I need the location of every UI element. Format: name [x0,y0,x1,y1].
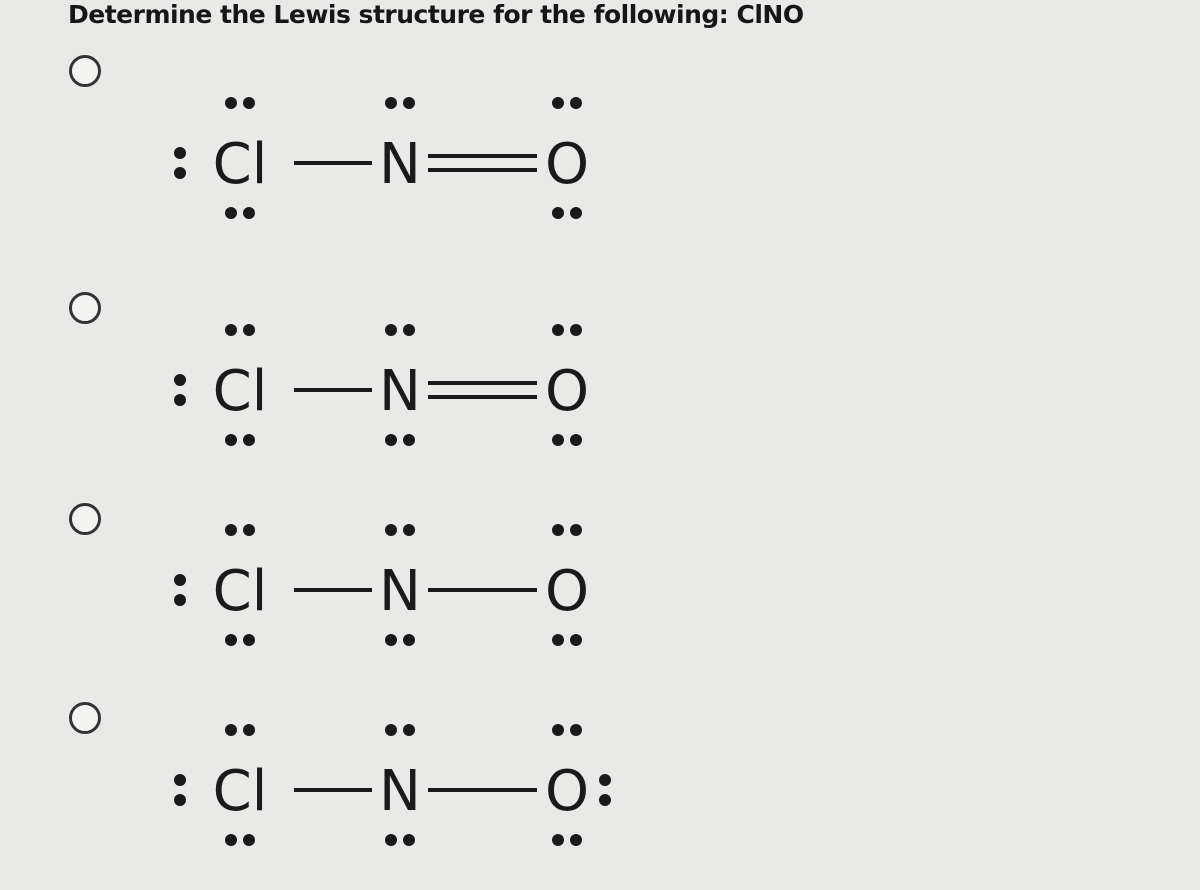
lone-pair-n-top [403,724,415,736]
lone-pair-cl-left [174,374,186,386]
lone-pair-n-top [403,97,415,109]
lone-pair-o-right [599,774,611,786]
answer-radio-d[interactable] [69,702,101,734]
lone-pair-cl-left [174,394,186,406]
lone-pair-n-bottom [385,634,397,646]
lone-pair-cl-bottom [225,207,237,219]
atom-n: N [379,759,421,824]
lone-pair-o-bottom [552,434,564,446]
lone-pair-n-bottom [403,834,415,846]
lone-pair-o-bottom [570,834,582,846]
lone-pair-o-top [570,724,582,736]
answer-radio-a[interactable] [69,55,101,87]
lone-pair-o-bottom [552,634,564,646]
lone-pair-o-bottom [570,634,582,646]
answer-radio-b[interactable] [69,292,101,324]
atom-n: N [379,559,421,624]
lone-pair-o-right [599,794,611,806]
lone-pair-cl-left [174,794,186,806]
lone-pair-o-top [570,524,582,536]
lone-pair-o-top [552,97,564,109]
lone-pair-n-top [403,524,415,536]
lone-pair-cl-left [174,574,186,586]
lone-pair-cl-bottom [243,434,255,446]
atom-cl: Cl [212,759,268,824]
lone-pair-n-top [385,524,397,536]
atom-n: N [379,359,421,424]
lone-pair-n-top [385,97,397,109]
answer-radio-c[interactable] [69,503,101,535]
lone-pair-cl-top [243,724,255,736]
lone-pair-o-bottom [570,207,582,219]
lone-pair-o-top [552,324,564,336]
lone-pair-n-bottom [403,434,415,446]
lone-pair-n-bottom [403,634,415,646]
lone-pair-o-bottom [570,434,582,446]
lone-pair-cl-top [225,97,237,109]
lone-pair-cl-left [174,167,186,179]
lone-pair-cl-bottom [225,434,237,446]
lone-pair-n-top [403,324,415,336]
lone-pair-o-top [570,97,582,109]
atom-cl: Cl [212,359,268,424]
lone-pair-o-top [552,524,564,536]
lone-pair-o-bottom [552,207,564,219]
lone-pair-n-bottom [385,434,397,446]
lone-pair-cl-top [225,524,237,536]
lone-pair-cl-left [174,774,186,786]
lone-pair-cl-left [174,147,186,159]
lone-pair-cl-top [225,724,237,736]
lone-pair-n-top [385,724,397,736]
lone-pair-cl-bottom [243,834,255,846]
lone-pair-cl-left [174,594,186,606]
atom-cl: Cl [212,132,268,197]
lone-pair-cl-top [243,324,255,336]
atom-o: O [544,559,590,624]
lone-pair-cl-top [225,324,237,336]
lone-pair-cl-bottom [225,834,237,846]
lone-pair-cl-top [243,524,255,536]
atom-o: O [544,132,590,197]
atom-n: N [379,132,421,197]
lone-pair-cl-bottom [243,634,255,646]
lone-pair-cl-bottom [225,634,237,646]
lone-pair-o-top [552,724,564,736]
lone-pair-cl-bottom [243,207,255,219]
atom-cl: Cl [212,559,268,624]
lone-pair-o-top [570,324,582,336]
lone-pair-o-bottom [552,834,564,846]
question-prompt: Determine the Lewis structure for the following: ClNO [68,0,804,29]
lone-pair-n-top [385,324,397,336]
atom-o: O [544,759,590,824]
lone-pair-cl-top [243,97,255,109]
atom-o: O [544,359,590,424]
lone-pair-n-bottom [385,834,397,846]
